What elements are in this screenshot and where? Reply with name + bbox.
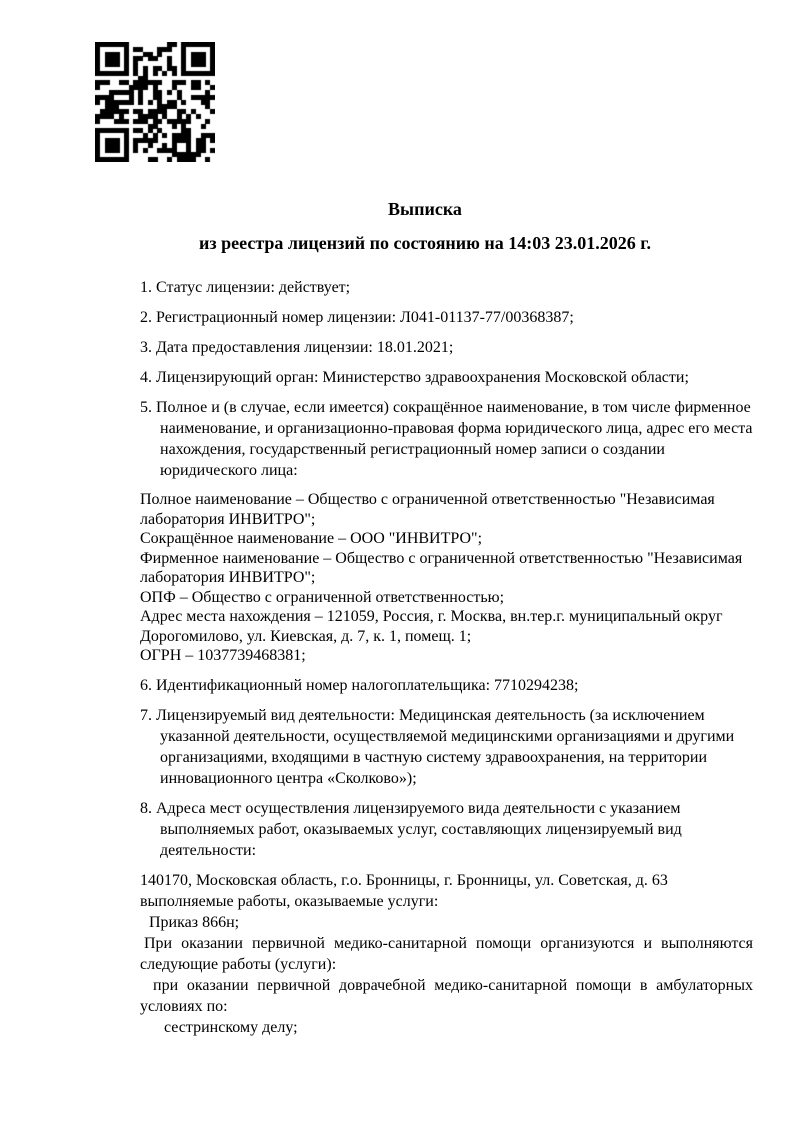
item-license-status: [140, 277, 753, 298]
item-text: Статус лицензии: действует;: [156, 279, 351, 296]
item-number: 4.: [140, 369, 152, 386]
org-address: Адрес места нахождения – 121059, Россия, г. Москва, вн.тер.г. муниципальный округ Дорогомилово, ул. Киевская, д. 7, к. 1, помещ. 1;: [140, 608, 723, 645]
item-number: 1.: [140, 279, 152, 296]
item-text: Полное и (в случае, если имеется) сокращённое наименование, в том числе фирменное наименование, и организационно-правовая форма юридического лица, адрес его места нахождения, государственный регистрационный номер записи о создании юридического лица:: [156, 399, 753, 479]
order-866n-line: Приказ 866н;: [149, 913, 240, 931]
org-brand-name: Фирменное наименование – Общество с ограниченной ответственностью "Независимая лаборатория ИНВИТРО";: [140, 549, 743, 586]
works-services-header: выполняемые работы, оказываемые услуги:: [140, 892, 439, 910]
item-licensing-authority: [140, 367, 753, 388]
org-full-name: Полное наименование – Общество с ограниченной ответственностью "Независимая лаборатория ИНВИТРО";: [140, 491, 715, 528]
item-activity-type: [140, 705, 753, 789]
document-body: [140, 277, 753, 1038]
org-ogrn: ОГРН – 1037739468381;: [140, 647, 306, 664]
item-number: 8.: [140, 799, 152, 817]
item-text: Адреса мест осуществления лицензируемого вида деятельности с указанием выполняемых работ, оказываемых услуг, составляющих лицензируемый вид деятельности:: [156, 799, 682, 859]
item-inn: [140, 675, 753, 696]
item-number: 2.: [140, 309, 152, 326]
item-text: Дата предоставления лицензии: 18.01.2021;: [156, 339, 454, 356]
item-number: 3.: [140, 339, 152, 356]
item-text: Регистрационный номер лицензии: Л041-01137-77/00368387;: [156, 309, 574, 326]
item-text: Лицензируемый вид деятельности: Медицинская деятельность (за исключением указанной деятельности, осуществляемой медицинскими организациями и другими организациями, входящими в частную систему здравоохранения, на территории инновационного центра «Сколково»);: [156, 706, 735, 787]
activity-address: 140170, Московская область, г.о. Бронницы, г. Бронницы, ул. Советская, д. 63: [140, 871, 668, 889]
org-short-name: Сокращённое наименование – ООО "ИНВИТРО";: [140, 530, 483, 547]
nursing-line: сестринскому делу;: [164, 1018, 298, 1036]
item-number: 6.: [140, 676, 152, 694]
primary-care-line: При оказании первичной медико-санитарной помощи организуются и выполняются следующие работы (услуги):: [140, 934, 753, 973]
org-opf: ОПФ – Общество с ограниченной ответственностью;: [140, 588, 505, 606]
item-number: 5.: [140, 399, 152, 416]
item-activity-addresses-intro: [140, 798, 753, 861]
item-text: Идентификационный номер налогоплательщика: 7710294238;: [156, 676, 579, 694]
activity-address-block: [140, 870, 753, 1038]
item-text: Лицензирующий орган: Министерство здравоохранения Московской области;: [156, 369, 689, 386]
item-number: 7.: [140, 706, 152, 724]
qr-code-image: [95, 42, 215, 162]
item-grant-date: [140, 337, 753, 358]
document-title: Выписка: [388, 199, 462, 219]
pre-medical-care-line: при оказании первичной доврачебной медико-санитарной помощи в амбулаторных условиях по:: [140, 976, 753, 1015]
document-header: [95, 198, 755, 254]
item-registration-number: [140, 307, 753, 328]
item-org-names-intro: [140, 397, 753, 481]
organization-details: [140, 490, 753, 666]
document-subtitle: из реестра лицензий по состоянию на 14:03 23.01.2026 г.: [199, 233, 651, 253]
